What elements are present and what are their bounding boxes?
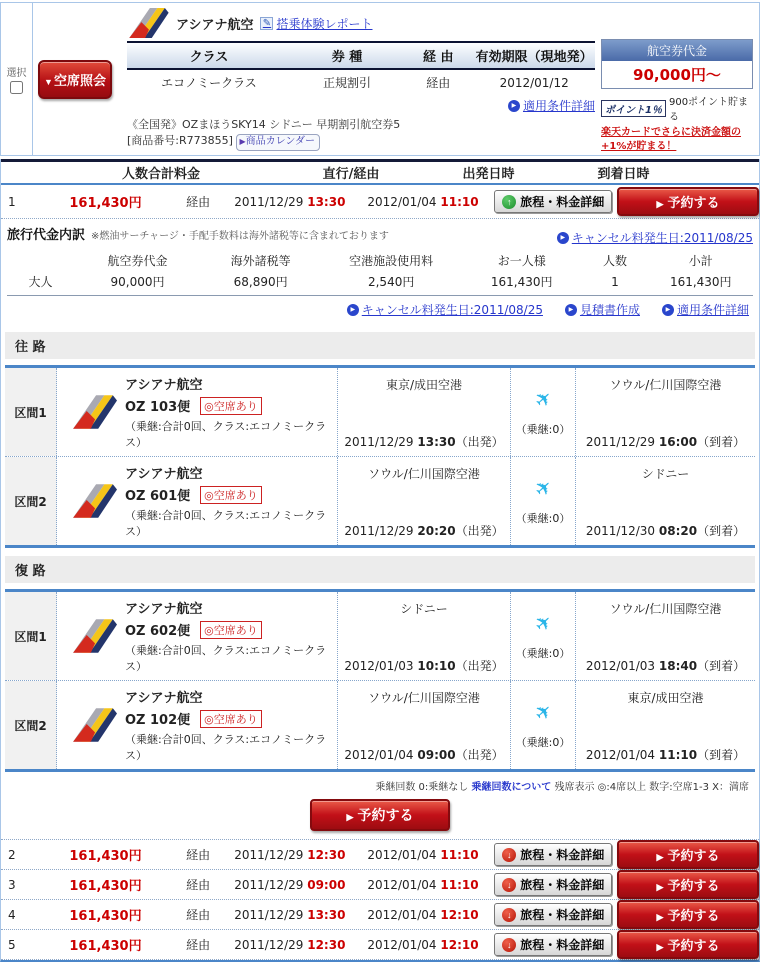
row-price: 161,430円	[69, 939, 142, 955]
boarding-report-link[interactable]	[260, 15, 372, 32]
apply-conditions-label: 適用条件詳細	[676, 303, 749, 318]
product-name	[127, 117, 597, 151]
row-arrival	[356, 195, 489, 209]
row-arrival	[356, 938, 489, 952]
breakdown-links	[7, 296, 753, 320]
arrival-date: 2012/01/04	[585, 748, 656, 763]
departure-time: 09:00	[417, 748, 456, 763]
select-column	[1, 3, 33, 155]
bd-header-facility: 空港施設使用料	[349, 254, 434, 269]
breakdown-note: ※燃油サーチャージ・手配手数料は海外諸税等に含まれております	[91, 231, 389, 243]
plane-icon: ✈	[528, 608, 558, 638]
breakdown-title: 旅行代金内訳	[7, 228, 86, 244]
itinerary-detail-button[interactable]	[494, 903, 612, 926]
row-number: 2	[8, 847, 16, 862]
reserve-label: 予約する	[667, 848, 720, 864]
points-row	[601, 93, 753, 123]
reserve-label: 予約する	[667, 908, 720, 924]
arrival-time: 16:00	[658, 435, 698, 450]
row-price: 161,430円	[69, 849, 142, 865]
segment-arrival-cell	[576, 368, 755, 456]
result-row	[1, 870, 759, 900]
segment-transfer-note: （乗継:合計0回、クラス:エコノミークラス）	[125, 644, 327, 674]
vacancy-check-button[interactable]	[38, 60, 112, 99]
departure-datetime	[344, 433, 503, 450]
header-arrival: 到着日時	[597, 167, 650, 183]
segment-transfer-note: （乗継:合計0回、クラス:エコノミークラス）	[125, 420, 327, 450]
transfer-count: （乗継:0）	[515, 512, 571, 526]
asiana-logo-icon	[71, 395, 117, 429]
availability-badge: ◎空席あり	[200, 621, 262, 639]
row-price: 161,430円	[69, 879, 142, 895]
row-via: 経由	[186, 848, 211, 863]
segment-departure-cell	[338, 681, 510, 769]
vacancy-column	[33, 3, 117, 155]
transfer-count: （乗継:0）	[515, 423, 571, 437]
bd-header-subtotal: 小計	[688, 254, 713, 269]
bd-value-airfare: 90,000円	[110, 275, 165, 290]
triangle-icon: ▶	[656, 852, 664, 863]
itinerary-detail-button[interactable]	[494, 873, 612, 896]
triangle-icon: ▶	[656, 882, 664, 893]
arrival-date: 2011/12/29	[585, 435, 656, 450]
reserve-label: 予約する	[667, 195, 720, 211]
row-detail-cell	[490, 903, 617, 926]
arrival-time: 11:10	[658, 748, 698, 763]
reserve-button[interactable]	[617, 870, 759, 899]
row-reserve-cell	[617, 900, 759, 929]
arrival-airport: シドニー	[641, 467, 690, 482]
segment-label: 区間2	[5, 681, 57, 769]
expand-icon: ↓	[502, 938, 516, 952]
arr-time: 11:10	[440, 847, 479, 862]
arr-date: 2012/01/04	[367, 194, 437, 209]
itinerary-detail-button[interactable]	[494, 843, 612, 866]
apply-conditions-link[interactable]	[508, 97, 595, 114]
arrival-date: 2012/01/03	[585, 659, 656, 674]
results-table	[0, 159, 760, 962]
segment-flight-line	[125, 396, 331, 415]
segment-departure-cell	[338, 592, 510, 680]
segment-middle-cell	[510, 592, 576, 680]
boarding-report-label: 搭乗体験レポート	[276, 16, 373, 31]
other-result-rows	[1, 840, 759, 960]
segment-flight-line	[125, 709, 331, 728]
asiana-logo-icon	[71, 708, 117, 742]
row-departure	[223, 908, 356, 922]
arrival-airport: ソウル/仁川国際空港	[609, 602, 722, 617]
airline-name: アシアナ航空	[176, 17, 254, 33]
row-via: 経由	[186, 195, 211, 210]
collapse-icon: ↑	[502, 195, 516, 209]
transfer-count: （乗継:0）	[515, 647, 571, 661]
arrival-datetime	[586, 746, 745, 763]
points-badge: ポイント1％	[601, 100, 666, 117]
row-departure	[223, 848, 356, 862]
departure-time: 13:30	[417, 435, 456, 450]
points-text: 900ポイント貯まる	[668, 97, 749, 123]
detail-label: 旅程・料金詳細	[520, 938, 605, 953]
cancel-fee-label: キャンセル料発生日:2011/08/25	[361, 303, 543, 318]
reserve-button[interactable]	[617, 900, 759, 929]
outbound-itinerary-table	[5, 365, 755, 548]
segment-arrival-cell	[576, 457, 755, 545]
segment-flight-line	[125, 485, 331, 504]
header-total-price: 人数合計料金	[121, 167, 200, 183]
row-via: 経由	[186, 938, 211, 953]
bullet-icon: ▶	[565, 304, 577, 316]
row-arrival	[356, 848, 489, 862]
segment-flight-cell	[57, 681, 338, 769]
fare-header-class: クラス	[127, 42, 291, 69]
legend	[1, 772, 759, 795]
detail-label: 旅程・料金詳細	[520, 878, 605, 893]
flight-number: OZ 103便	[125, 400, 191, 416]
bd-header-airfare: 航空券代金	[107, 254, 168, 269]
bd-value-count: 1	[611, 274, 619, 289]
dep-time: 13:30	[307, 907, 346, 922]
segment-flight-text	[125, 463, 331, 539]
price-box	[601, 39, 753, 89]
return-itinerary-table	[5, 589, 755, 772]
row-reserve-cell	[617, 870, 759, 899]
cancel-fee-label: キャンセル料発生日:2011/08/25	[571, 231, 753, 246]
row-arrival	[356, 878, 489, 892]
departure-datetime	[344, 522, 503, 539]
arrival-time: 18:40	[658, 659, 698, 674]
apply-conditions-row	[127, 96, 595, 114]
expand-icon: ↓	[502, 848, 516, 862]
row-reserve-cell	[617, 187, 759, 216]
pencil-icon: ✎	[260, 17, 273, 30]
asiana-logo-icon	[127, 8, 169, 38]
bd-value-taxes: 68,890円	[233, 275, 288, 290]
arr-time: 11:10	[440, 194, 479, 209]
segment-middle-cell	[510, 681, 576, 769]
fare-value-via: 経由	[426, 76, 451, 90]
breakdown-table	[7, 250, 753, 292]
departure-suffix: （出発）	[455, 435, 504, 450]
product-name-line2	[127, 133, 597, 152]
bullet-icon: ▶	[508, 100, 520, 112]
row-detail-cell	[490, 873, 617, 896]
departure-time: 20:20	[417, 524, 456, 539]
header-direct-via: 直行/経由	[322, 167, 380, 183]
result-row	[1, 185, 759, 219]
arr-date: 2012/01/04	[367, 907, 437, 922]
availability-badge: ◎空席あり	[200, 486, 262, 504]
bullet-icon: ▶	[239, 136, 246, 146]
flight-number: OZ 102便	[125, 713, 191, 729]
triangle-icon: ▶	[656, 912, 664, 923]
legend-transfer: 乗継回数 0:乗継なし	[375, 782, 469, 794]
arrival-suffix: （到着）	[697, 435, 746, 450]
segment-flight-cell	[57, 368, 338, 456]
bd-value-per-person: 161,430円	[490, 275, 553, 290]
row-departure	[223, 878, 356, 892]
header-departure: 出発日時	[462, 167, 515, 183]
departure-airport: シドニー	[400, 602, 448, 617]
result-row	[1, 840, 759, 870]
departure-date: 2011/12/29	[344, 524, 414, 539]
availability-badge: ◎空席あり	[200, 710, 262, 728]
departure-date: 2012/01/03	[344, 659, 414, 674]
row-number: 1	[8, 194, 16, 209]
row-via: 経由	[186, 878, 211, 893]
fare-value-ticket-type: 正規割引	[322, 76, 371, 90]
segment-transfer-note: （乗継:合計0回、クラス:エコノミークラス）	[125, 509, 327, 539]
return-section-bar: 復 路	[5, 556, 755, 583]
product-calendar-label: 商品カレンダー	[245, 135, 315, 147]
arrival-datetime	[586, 433, 745, 450]
row-price: 161,430円	[69, 196, 142, 212]
plane-icon: ✈	[528, 384, 558, 414]
price-box-value: 90,000円〜	[602, 61, 752, 88]
segment-row	[5, 680, 755, 769]
segment-departure-cell	[338, 368, 510, 456]
departure-suffix: （出発）	[455, 659, 504, 674]
departure-suffix: （出発）	[455, 748, 504, 763]
product-block	[0, 2, 760, 156]
bd-header-per-person: お一人様	[497, 254, 546, 269]
arrival-time: 08:20	[658, 524, 698, 539]
cancel-fee-link[interactable]	[347, 301, 543, 318]
segment-departure-cell	[338, 457, 510, 545]
reserve-label: 予約する	[667, 938, 720, 954]
segment-row	[5, 456, 755, 545]
outbound-section-bar: 往 路	[5, 332, 755, 359]
arrival-datetime	[586, 657, 745, 674]
legend-availability: 残席表示 ◎:4席以上 数字:空席1-3 X：満席	[554, 782, 749, 794]
segment-flight-text	[125, 374, 331, 450]
row-detail-cell	[490, 843, 617, 866]
segment-row	[5, 592, 755, 680]
departure-airport: ソウル/仁川国際空港	[368, 691, 480, 706]
quotation-label: 見積書作成	[579, 303, 640, 318]
bullet-icon: ▶	[662, 304, 674, 316]
dep-time: 12:30	[307, 937, 346, 952]
bullet-icon: ▶	[557, 232, 569, 244]
dep-date: 2011/12/29	[234, 907, 304, 922]
arrival-datetime	[586, 522, 745, 539]
row-reserve-cell	[617, 930, 759, 959]
big-reserve-row	[1, 795, 759, 840]
row-departure	[223, 938, 356, 952]
segment-label: 区間1	[5, 368, 57, 456]
reserve-label: 予約する	[357, 807, 414, 824]
segment-flight-cell	[57, 457, 338, 545]
dep-date: 2011/12/29	[234, 847, 304, 862]
fare-header-validity: 有効期限（現地発）	[473, 42, 595, 69]
quotation-link[interactable]	[565, 301, 640, 318]
reserve-button[interactable]	[310, 799, 450, 831]
arr-date: 2012/01/04	[367, 847, 437, 862]
plane-icon: ✈	[528, 473, 558, 503]
product-main	[117, 3, 601, 155]
result-row	[1, 930, 759, 960]
apply-conditions-link[interactable]	[662, 301, 749, 318]
price-breakdown	[1, 219, 759, 324]
price-box-title: 航空券代金	[602, 40, 752, 61]
segment-row	[5, 368, 755, 456]
triangle-icon: ▶	[346, 812, 354, 823]
plane-icon: ✈	[528, 697, 558, 727]
arr-time: 11:10	[440, 877, 479, 892]
row-detail-cell	[490, 933, 617, 956]
row-number: 3	[8, 877, 16, 892]
segment-flight-text	[125, 687, 331, 763]
product-calendar-button[interactable]	[236, 134, 320, 152]
arrival-date: 2011/12/30	[585, 524, 656, 539]
select-label: 選択	[6, 68, 27, 80]
segment-flight-text	[125, 598, 331, 674]
row-via: 経由	[186, 908, 211, 923]
segment-label: 区間1	[5, 592, 57, 680]
detail-label: 旅程・料金詳細	[520, 848, 605, 863]
row-reserve-cell	[617, 840, 759, 869]
departure-datetime	[344, 657, 503, 674]
price-column	[601, 3, 759, 155]
bd-header-blank	[7, 250, 74, 271]
dep-date: 2011/12/29	[234, 194, 304, 209]
row-detail-cell	[490, 190, 617, 213]
departure-datetime	[344, 746, 503, 763]
arr-date: 2012/01/04	[367, 937, 437, 952]
triangle-icon: ▶	[656, 942, 664, 953]
fare-value-class: エコノミークラス	[161, 76, 257, 90]
departure-date: 2012/01/04	[344, 748, 414, 763]
detail-label: 旅程・料金詳細	[520, 908, 605, 923]
expand-icon: ↓	[502, 878, 516, 892]
product-code: [商品番号:R773855]	[127, 133, 233, 147]
availability-badge: ◎空席あり	[200, 397, 262, 415]
flight-number: OZ 602便	[125, 624, 191, 640]
arr-time: 12:10	[440, 937, 479, 952]
arrival-airport: 東京/成田空港	[627, 691, 704, 706]
vacancy-check-label: 空席照会	[53, 72, 106, 88]
dep-date: 2011/12/29	[234, 937, 304, 952]
bullet-icon: ▶	[347, 304, 359, 316]
departure-time: 10:10	[417, 659, 456, 674]
arrival-airport: ソウル/仁川国際空港	[609, 378, 722, 393]
itinerary-detail-button[interactable]	[494, 190, 612, 213]
segment-arrival-cell	[576, 592, 755, 680]
fare-value-validity: 2012/01/12	[499, 75, 569, 90]
bd-row-label: 大人	[28, 275, 53, 290]
row-departure	[223, 195, 356, 209]
transfer-info-link[interactable]: 乗継回数について	[471, 782, 552, 794]
rakuten-card-link[interactable]: 楽天カードでさらに決済金額の+1%が貯まる！	[601, 127, 741, 152]
triangle-icon: ▶	[656, 199, 664, 210]
reserve-label: 予約する	[667, 878, 720, 894]
fare-header-ticket-type: 券 種	[291, 42, 403, 69]
asiana-logo-icon	[71, 619, 117, 653]
bd-header-taxes: 海外諸税等	[230, 254, 291, 269]
transfer-count: （乗継:0）	[515, 736, 571, 750]
bd-header-count: 人数	[602, 254, 627, 269]
dropdown-icon: ▼	[44, 76, 53, 87]
expand-icon: ↓	[502, 908, 516, 922]
segment-airline: アシアナ航空	[125, 378, 203, 394]
result-row	[1, 900, 759, 930]
reserve-button[interactable]	[617, 930, 759, 959]
apply-conditions-label: 適用条件詳細	[522, 99, 595, 113]
arrival-suffix: （到着）	[697, 524, 746, 539]
segment-airline: アシアナ航空	[125, 467, 203, 483]
segment-label: 区間2	[5, 457, 57, 545]
detail-label: 旅程・料金詳細	[520, 195, 605, 210]
breakdown-title-row	[7, 224, 753, 246]
row-arrival	[356, 908, 489, 922]
dep-time: 12:30	[307, 847, 346, 862]
cancel-fee-link[interactable]	[557, 229, 753, 246]
segment-transfer-note: （乗継:合計0回、クラス:エコノミークラス）	[125, 733, 327, 763]
arrival-suffix: （到着）	[697, 659, 746, 674]
results-header	[1, 159, 759, 185]
segment-airline: アシアナ航空	[125, 602, 203, 618]
dep-time: 09:00	[307, 877, 346, 892]
segment-middle-cell	[510, 368, 576, 456]
departure-date: 2011/12/29	[344, 435, 414, 450]
segment-flight-line	[125, 620, 331, 639]
departure-airport: ソウル/仁川国際空港	[368, 467, 480, 482]
segment-flight-cell	[57, 592, 338, 680]
product-name-line1: 《全国発》OZまほうSKY14 シドニー 早期割引航空券5	[127, 118, 401, 131]
bd-value-facility: 2,540円	[367, 275, 415, 290]
row-price: 161,430円	[69, 909, 142, 925]
arr-date: 2012/01/04	[367, 877, 437, 892]
arr-time: 12:10	[440, 907, 479, 922]
flight-number: OZ 601便	[125, 489, 191, 505]
segment-arrival-cell	[576, 681, 755, 769]
row-number: 4	[8, 907, 16, 922]
departure-airport: 東京/成田空港	[385, 378, 463, 393]
dep-time: 13:30	[307, 194, 346, 209]
asiana-logo-icon	[71, 484, 117, 518]
dep-date: 2011/12/29	[234, 877, 304, 892]
reserve-button[interactable]	[617, 840, 759, 869]
departure-suffix: （出発）	[455, 524, 504, 539]
arrival-suffix: （到着）	[697, 748, 746, 763]
select-checkbox[interactable]	[10, 81, 23, 94]
reserve-button[interactable]	[617, 187, 759, 216]
bd-value-subtotal: 161,430円	[669, 275, 732, 290]
fare-header-via: 経 由	[403, 42, 473, 69]
itinerary-detail-button[interactable]	[494, 933, 612, 956]
fare-conditions-table	[127, 41, 595, 95]
airline-row	[127, 7, 597, 39]
segment-airline: アシアナ航空	[125, 691, 203, 707]
row-number: 5	[8, 937, 16, 952]
segment-middle-cell	[510, 457, 576, 545]
